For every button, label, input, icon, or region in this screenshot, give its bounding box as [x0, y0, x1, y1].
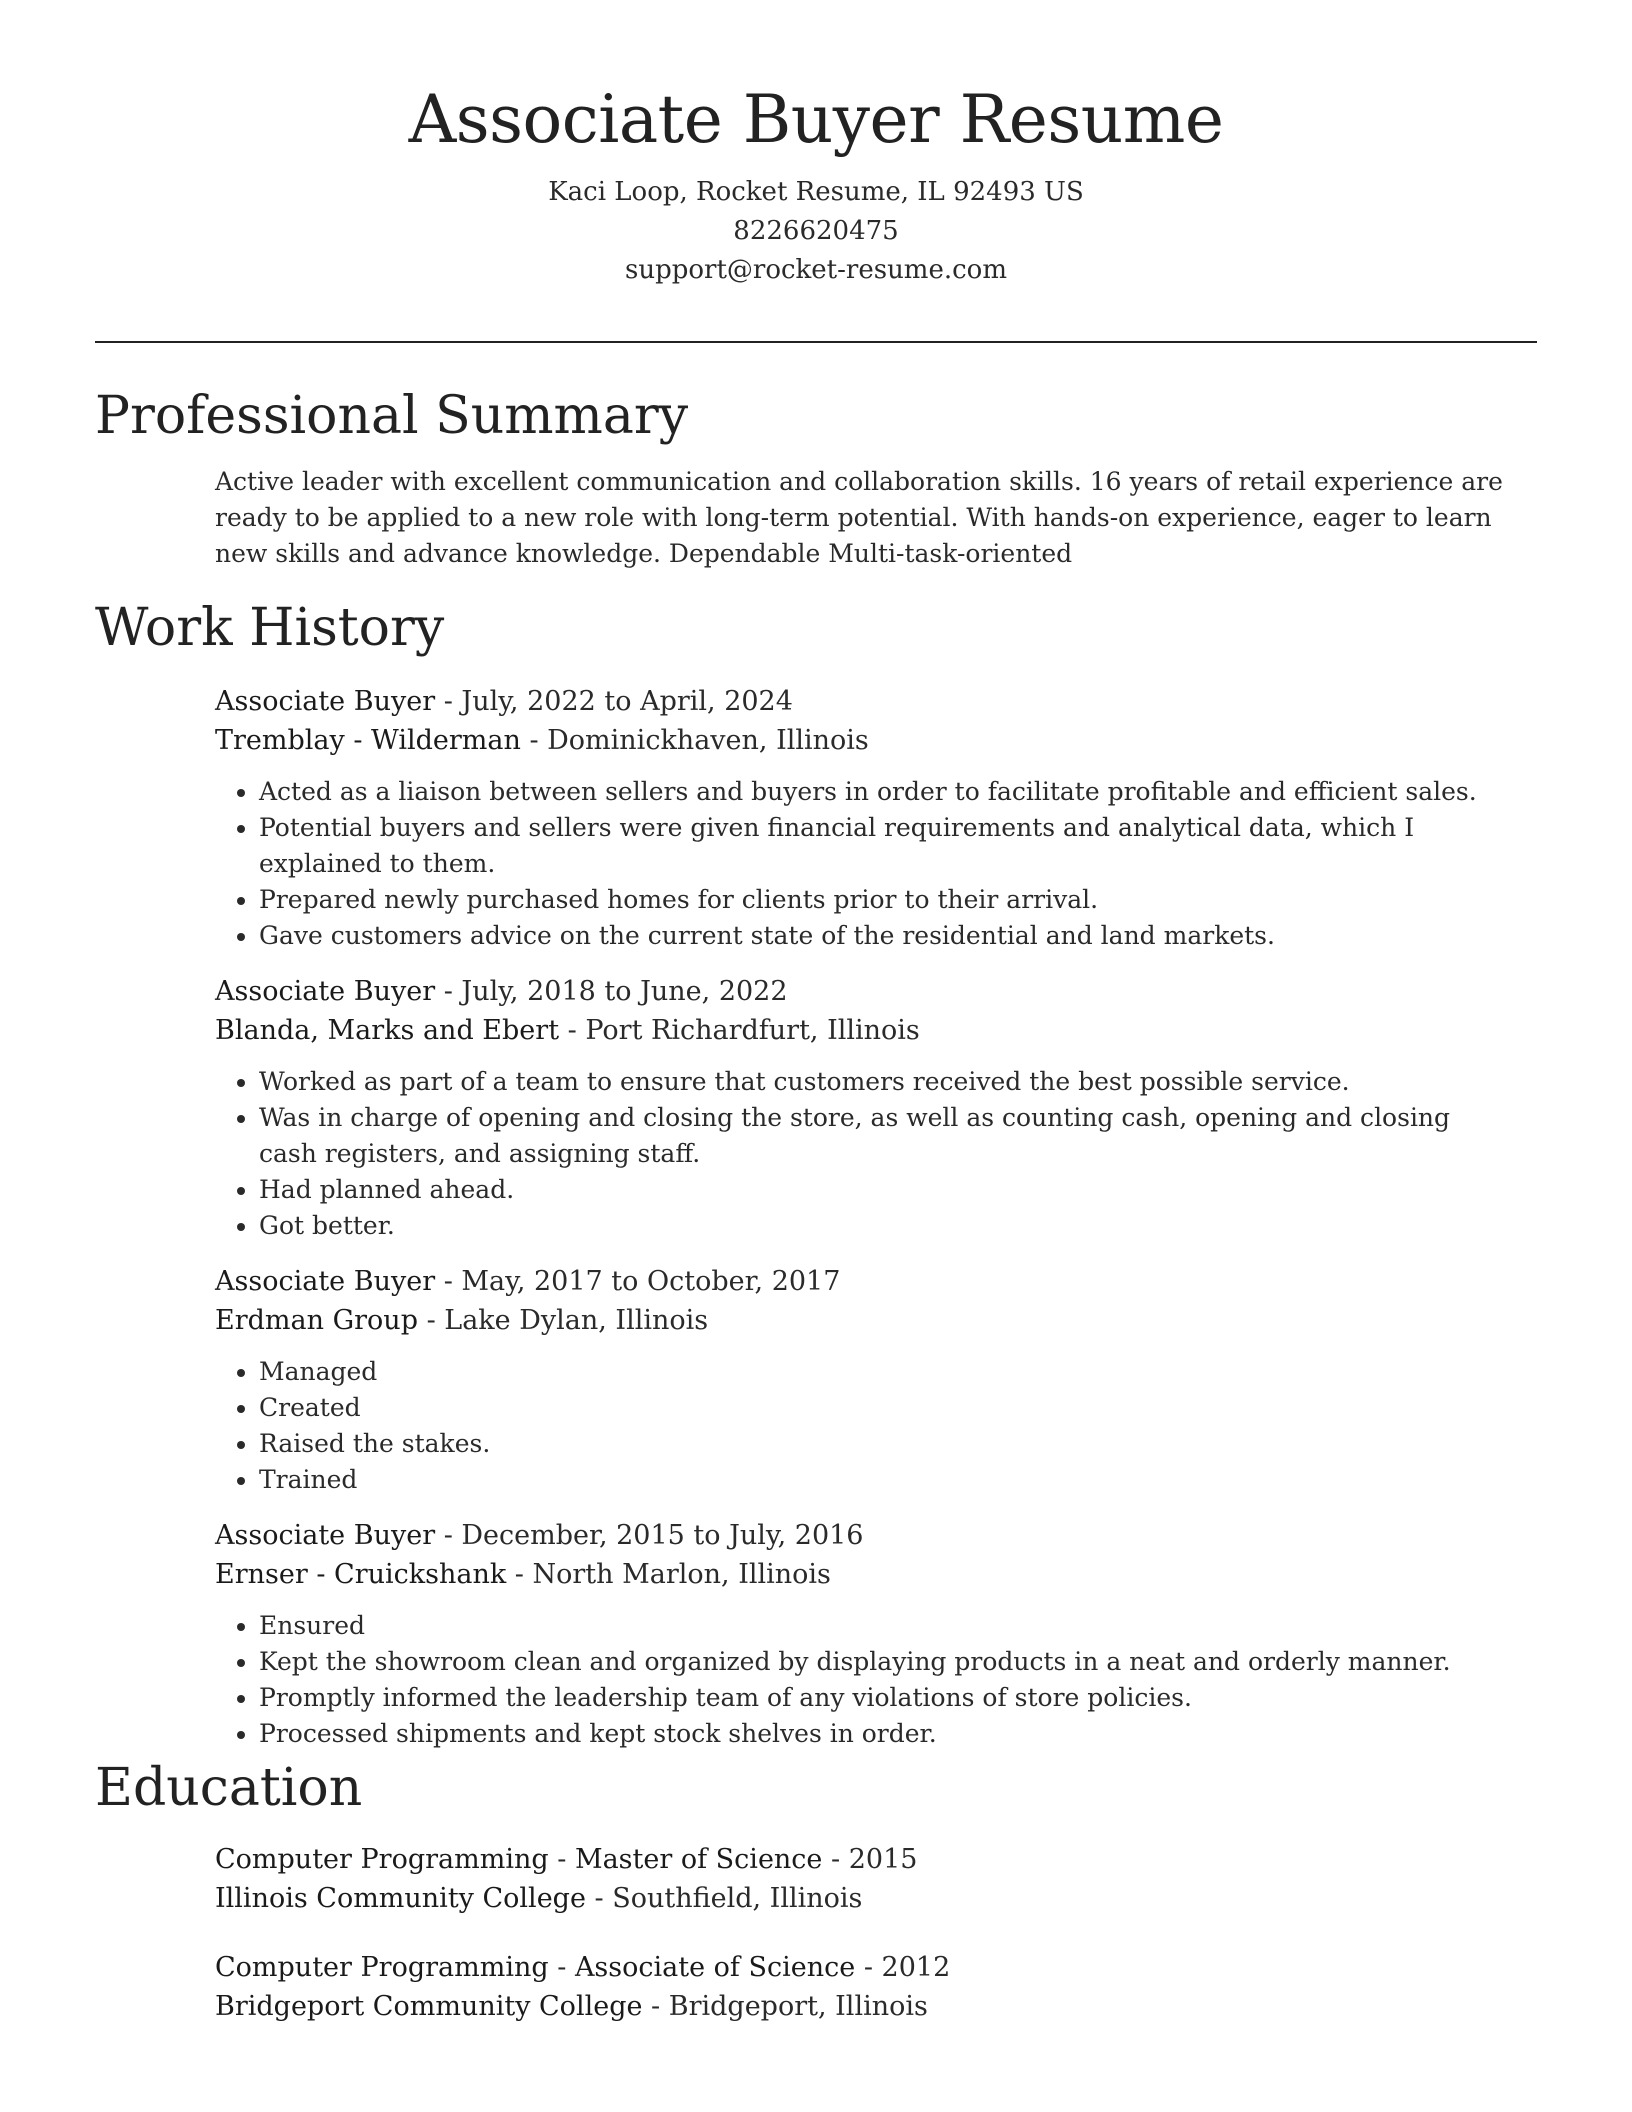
separator: -	[559, 1015, 586, 1046]
separator: -	[822, 1844, 849, 1875]
job-company: Erdman Group	[215, 1305, 418, 1336]
job-bullet: • Kept the showroom clean and organized by displaying products in a neat and orderly manner.	[259, 1644, 1505, 1680]
separator: -	[435, 976, 462, 1007]
job-title: Associate Buyer	[215, 1520, 436, 1551]
education-field: Computer Programming	[215, 1844, 549, 1875]
job-bullet: • Potential buyers and sellers were given financial requirements and analytical data, which I explained to them.	[259, 810, 1505, 882]
education-location: Southfield, Illinois	[612, 1883, 863, 1914]
separator: -	[548, 1844, 575, 1875]
separator: -	[417, 1305, 445, 1336]
contact-phone: 8226620475	[733, 216, 899, 247]
job-company: Tremblay - Wilderman	[215, 725, 521, 756]
job-bullet: • Raised the stakes.	[259, 1426, 1505, 1462]
job-title: Associate Buyer	[215, 976, 436, 1007]
education-entry	[215, 1840, 1505, 1918]
education-degree-line	[215, 1948, 1505, 1987]
job-dates: July, 2022 to April, 2024	[461, 686, 793, 717]
job-bullet: • Promptly informed the leadership team of any violations of store policies.	[259, 1680, 1505, 1716]
work-history-section	[95, 592, 1537, 1752]
job-title-line	[215, 972, 1505, 1011]
header-divider	[95, 341, 1537, 343]
education-degree: Master of Science	[574, 1844, 823, 1875]
job-bullets	[215, 1354, 1505, 1498]
separator: -	[585, 1883, 613, 1914]
education-year: 2015	[848, 1844, 918, 1875]
education-list	[215, 1840, 1505, 2026]
separator: -	[520, 725, 548, 756]
education-location: Bridgeport, Illinois	[668, 1991, 928, 2022]
education-entry	[215, 1948, 1505, 2026]
separator: -	[642, 1991, 669, 2022]
job-bullet: • Trained	[259, 1462, 1505, 1498]
job-entry	[215, 972, 1505, 1244]
separator: -	[855, 1952, 882, 1983]
job-dates: December, 2015 to July, 2016	[461, 1520, 864, 1551]
section-heading-work-history: Work History	[95, 598, 445, 658]
contact-email: support@rocket-resume.com	[624, 255, 1007, 286]
education-school: Illinois Community College	[215, 1883, 586, 1914]
job-location: Lake Dylan, Illinois	[444, 1305, 709, 1336]
job-dates: July, 2018 to June, 2022	[461, 976, 788, 1007]
job-bullet: • Ensured	[259, 1608, 1505, 1644]
job-entry	[215, 1516, 1505, 1752]
job-location: Port Richardfurt, Illinois	[585, 1015, 920, 1046]
summary-text: Active leader with excellent communication and collaboration skills. 16 years of retail experience are ready to be applied to a new role with long-term potential. With hands-on experience, eager to learn new skills and advance knowledge. Dependable Multi-task-oriented	[215, 467, 1503, 568]
professional-summary-section	[95, 380, 1537, 572]
separator: -	[435, 1266, 462, 1297]
job-title-line	[215, 1516, 1505, 1555]
resume-content	[95, 380, 1537, 2026]
job-bullet: • Worked as part of a team to ensure that customers received the best possible service.	[259, 1064, 1505, 1100]
job-title: Associate Buyer	[215, 1266, 436, 1297]
separator: -	[506, 1559, 533, 1590]
separator: -	[435, 1520, 462, 1551]
job-bullet: • Managed	[259, 1354, 1505, 1390]
job-entry	[215, 1262, 1505, 1498]
job-company-line	[215, 1555, 1505, 1594]
job-location: Dominickhaven, Illinois	[547, 725, 869, 756]
resume-header	[0, 80, 1632, 290]
education-school-line	[215, 1879, 1505, 1918]
separator: -	[435, 686, 462, 717]
section-heading-education: Education	[95, 1758, 363, 1818]
job-bullet: • Created	[259, 1390, 1505, 1426]
job-company-line	[215, 721, 1505, 760]
resume-title: Associate Buyer Resume	[408, 81, 1224, 158]
job-title-line	[215, 1262, 1505, 1301]
education-degree-line	[215, 1840, 1505, 1879]
job-bullet: • Got better.	[259, 1208, 1505, 1244]
job-company-line	[215, 1011, 1505, 1050]
job-location: North Marlon, Illinois	[532, 1559, 831, 1590]
jobs-list	[215, 682, 1505, 1752]
job-title: Associate Buyer	[215, 686, 436, 717]
job-company: Blanda, Marks and Ebert	[215, 1015, 560, 1046]
job-bullets	[215, 774, 1505, 954]
job-title-line	[215, 682, 1505, 721]
education-section	[95, 1752, 1537, 2026]
education-year: 2012	[881, 1952, 951, 1983]
education-school: Bridgeport Community College	[215, 1991, 643, 2022]
job-bullet: • Acted as a liaison between sellers and buyers in order to facilitate profitable and efficient sales.	[259, 774, 1505, 810]
job-bullet: • Had planned ahead.	[259, 1172, 1505, 1208]
job-bullets	[215, 1064, 1505, 1244]
education-degree: Associate of Science	[574, 1952, 856, 1983]
job-bullet: • Prepared newly purchased homes for clients prior to their arrival.	[259, 882, 1505, 918]
education-field: Computer Programming	[215, 1952, 549, 1983]
section-heading-summary: Professional Summary	[95, 386, 689, 446]
job-bullet: • Processed shipments and kept stock shelves in order.	[259, 1716, 1505, 1752]
education-school-line	[215, 1987, 1505, 2026]
job-company: Ernser - Cruickshank	[215, 1559, 507, 1590]
job-company-line	[215, 1301, 1505, 1340]
job-bullet: • Gave customers advice on the current state of the residential and land markets.	[259, 918, 1505, 954]
job-bullet: • Was in charge of opening and closing the store, as well as counting cash, opening and closing cash registers, and assigning staff.	[259, 1100, 1505, 1172]
job-bullets	[215, 1608, 1505, 1752]
contact-address: Kaci Loop, Rocket Resume, IL 92493 US	[548, 177, 1084, 208]
job-entry	[215, 682, 1505, 954]
separator: -	[548, 1952, 575, 1983]
job-dates: May, 2017 to October, 2017	[461, 1266, 841, 1297]
